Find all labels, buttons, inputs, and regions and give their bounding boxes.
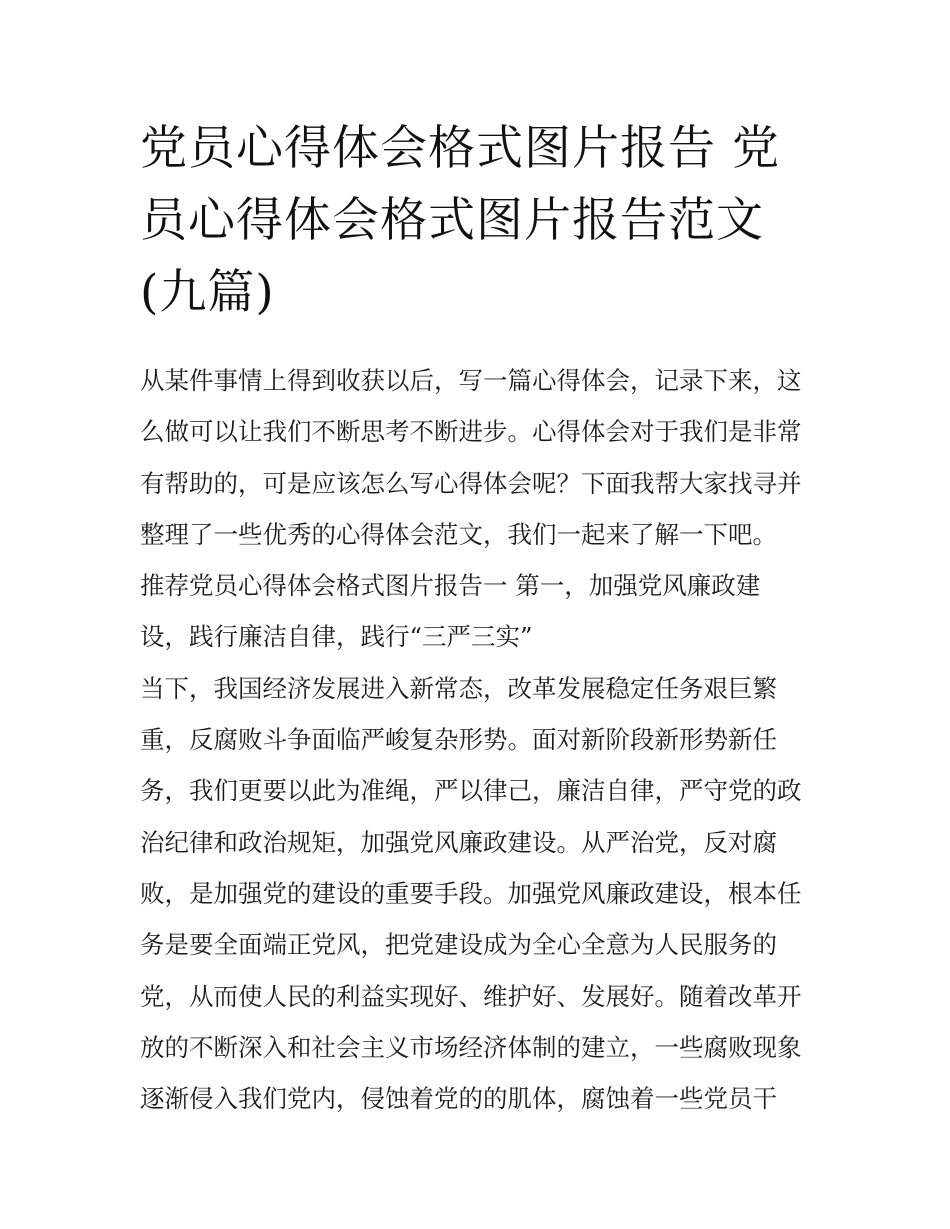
body-line: 败，是加强党的建设的重要手段。加强党风廉政建设，根本任	[140, 878, 802, 908]
document-title	[140, 113, 830, 329]
body-line: 推荐党员心得体会格式图片报告一 第一，加强党风廉政建	[140, 571, 761, 601]
body-line: 么做可以让我们不断思考不断进步。心得体会对于我们是非常	[140, 417, 802, 447]
body-line: 务，我们更要以此为准绳，严以律己，廉洁自律，严守党的政	[140, 776, 802, 806]
body-line: 设，践行廉洁自律，践行“三严三实”	[140, 622, 533, 652]
body-line: 从某件事情上得到收获以后，写一篇心得体会，记录下来，这	[140, 366, 802, 395]
body-line: 务是要全面端正党风，把党建设成为全心全意为人民服务的	[140, 930, 777, 960]
body-line: 放的不断深入和社会主义市场经济体制的建立，一些腐败现象	[140, 1032, 802, 1062]
title-line: (九篇)	[140, 265, 275, 320]
body-line: 当下，我国经济发展进入新常态，改革发展稳定任务艰巨繁	[140, 673, 777, 703]
body-line: 逐渐侵入我们党内，侵蚀着党的的肌体，腐蚀着一些党员干	[140, 1084, 777, 1114]
body-line: 重，反腐败斗争面临严峻复杂形势。面对新阶段新形势新任	[140, 725, 777, 755]
body-line: 整理了一些优秀的心得体会范文，我们一起来了解一下吧。	[140, 519, 777, 549]
body-line: 有帮助的，可是应该怎么写心得体会呢？下面我帮大家找寻并	[140, 468, 802, 498]
title-line: 党员心得体会格式图片报告 党	[140, 121, 780, 176]
body-line: 党，从而使人民的利益实现好、维护好、发展好。随着改革开	[140, 981, 802, 1011]
body-line: 治纪律和政治规矩，加强党风廉政建设。从严治党，反对腐	[140, 827, 777, 857]
document-body	[140, 355, 830, 1124]
title-line: 员心得体会格式图片报告范文	[140, 193, 764, 248]
